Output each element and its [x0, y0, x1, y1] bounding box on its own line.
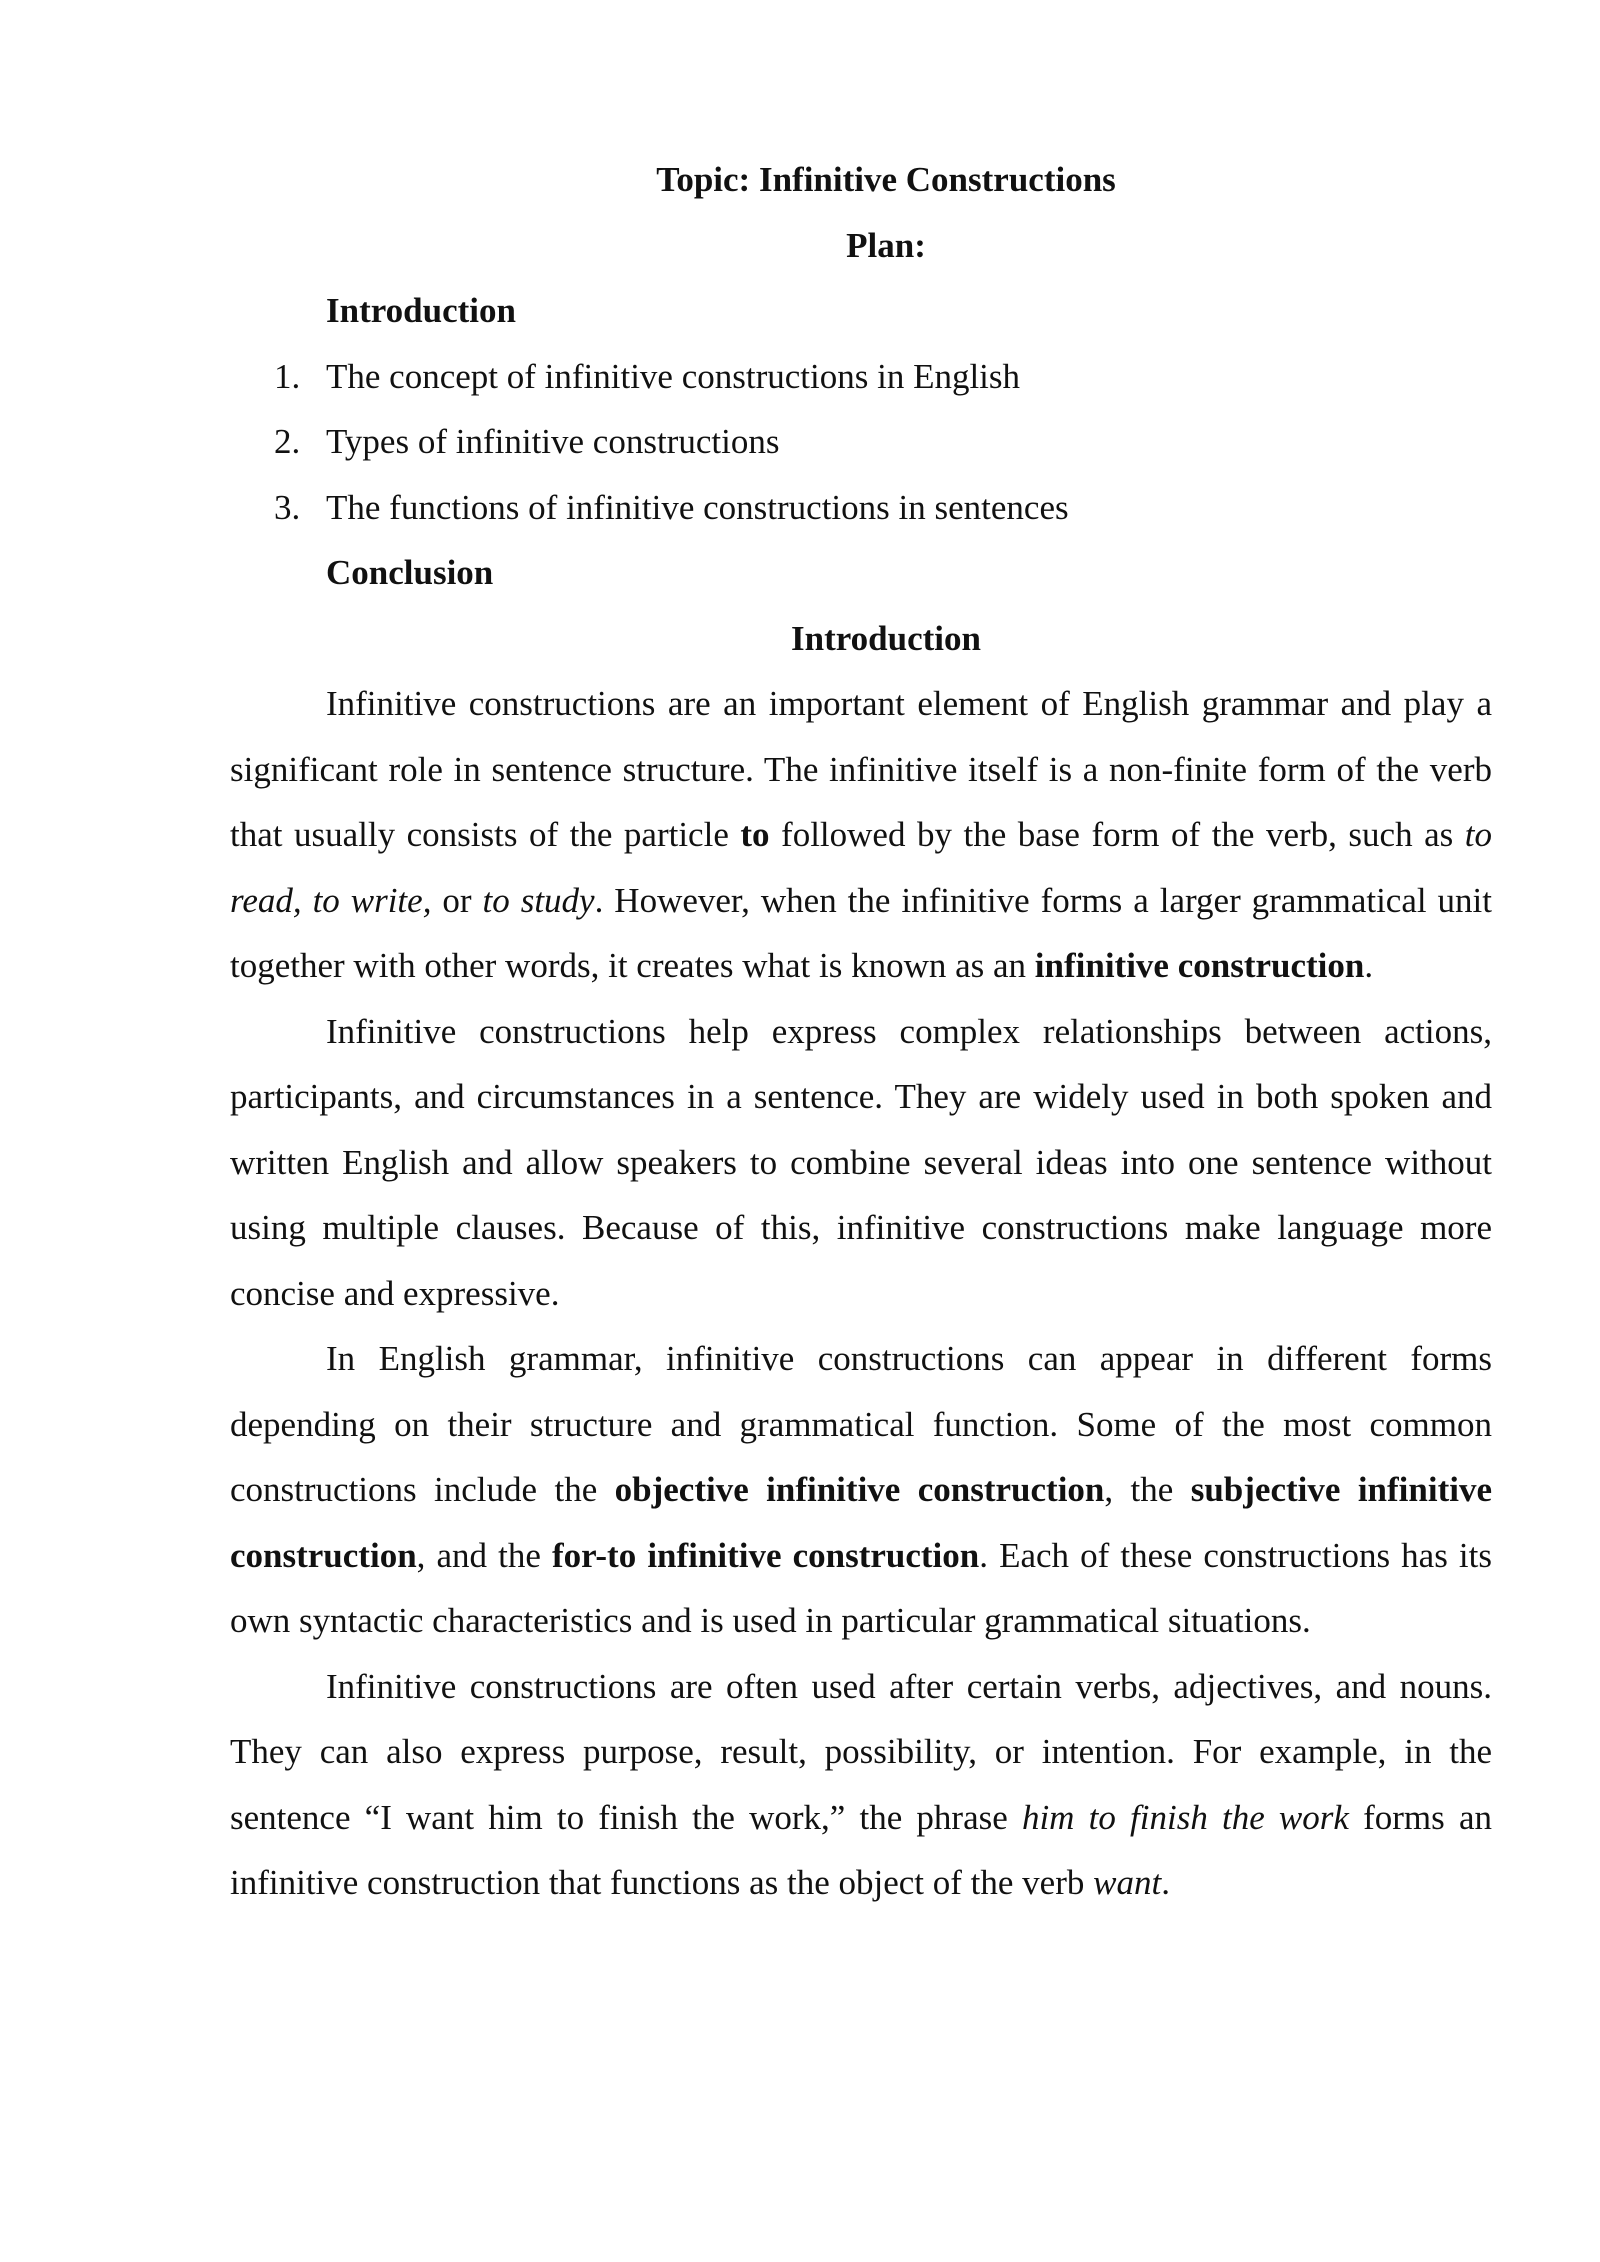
- paragraph-text: Infinitive constructions are an important element of English grammar and play a significant role in sentence structure. The infinitive itself is a non-finite form of the verb that usually consists of the particle: [230, 684, 1492, 854]
- plan-label: Plan:: [846, 225, 926, 265]
- plan-item-text: Types of infinitive constructions: [326, 422, 780, 461]
- paragraph-text: . However, when the infinitive forms a larger grammatical unit together with other words, it creates what is known as an: [230, 880, 1493, 985]
- plan-item: [274, 344, 1492, 410]
- paragraph-text: In English grammar, infinitive constructions can appear in different forms depending on their structure and grammatical function. Some of the most common constructions include the: [230, 1339, 1492, 1509]
- bold-term: infinitive construction: [1034, 946, 1365, 985]
- plan-item-text: The concept of infinitive constructions in English: [326, 356, 1021, 396]
- plan-item: [274, 409, 1492, 475]
- paragraph-text: followed by the base form of the verb, such as: [769, 815, 1465, 854]
- paragraph-text: , the: [1104, 1470, 1191, 1509]
- paragraph-text: , and the: [416, 1535, 553, 1575]
- paragraph-1: [230, 671, 1492, 999]
- italic-example: to read, to write,: [230, 815, 1492, 920]
- plan-item-text: The functions of infinitive constructions in sentences: [326, 487, 1069, 527]
- bold-term: objective infinitive construction: [614, 1470, 1105, 1509]
- italic-example: want: [1093, 1863, 1162, 1902]
- plan-list: [230, 344, 1492, 541]
- section-heading-introduction: Introduction: [791, 618, 981, 658]
- document-title: Topic: Infinitive Constructions: [656, 160, 1116, 199]
- plan-item-number: 2.: [274, 422, 301, 461]
- plan-item-number: 3.: [274, 487, 301, 527]
- bold-term: to: [740, 815, 770, 854]
- paragraph-text: forms an infinitive construction that functions as the object of the verb: [230, 1797, 1492, 1902]
- paragraph-4: [230, 1654, 1492, 1916]
- plan-conclusion: Conclusion: [326, 553, 494, 592]
- paragraph-text: . Each of these constructions has its own syntactic characteristics and is used in particular grammatical situations.: [230, 1535, 1492, 1640]
- plan-item: [274, 475, 1492, 541]
- bold-term: subjective infinitive construction: [230, 1470, 1492, 1575]
- paragraph-text: .: [1161, 1863, 1170, 1902]
- document-page: [230, 147, 1492, 1916]
- paragraph-text: Infinitive constructions are often used after certain verbs, adjectives, and nouns. They can also express purpose, result, possibility, or intention. For example, in the sentence “I want him to finish the work,” the phrase: [230, 1666, 1492, 1837]
- paragraph-3: [230, 1326, 1492, 1654]
- italic-example: him to finish the work: [1021, 1797, 1349, 1837]
- bold-term: for-to infinitive construction: [552, 1535, 980, 1575]
- paragraph-2: Infinitive constructions help express complex relationships between actions, participants, and circumstances in a sentence. They are widely used in both spoken and written English and allow speakers to combine several ideas into one sentence without using multiple clauses. Because of this, infinitive constructions make language more concise and expressive.: [230, 1011, 1492, 1313]
- paragraph-text: or: [431, 880, 483, 920]
- plan-item-number: 1.: [274, 356, 301, 396]
- plan-introduction: Introduction: [326, 291, 516, 330]
- paragraph-text: .: [1364, 946, 1374, 985]
- italic-example: to study: [482, 880, 595, 920]
